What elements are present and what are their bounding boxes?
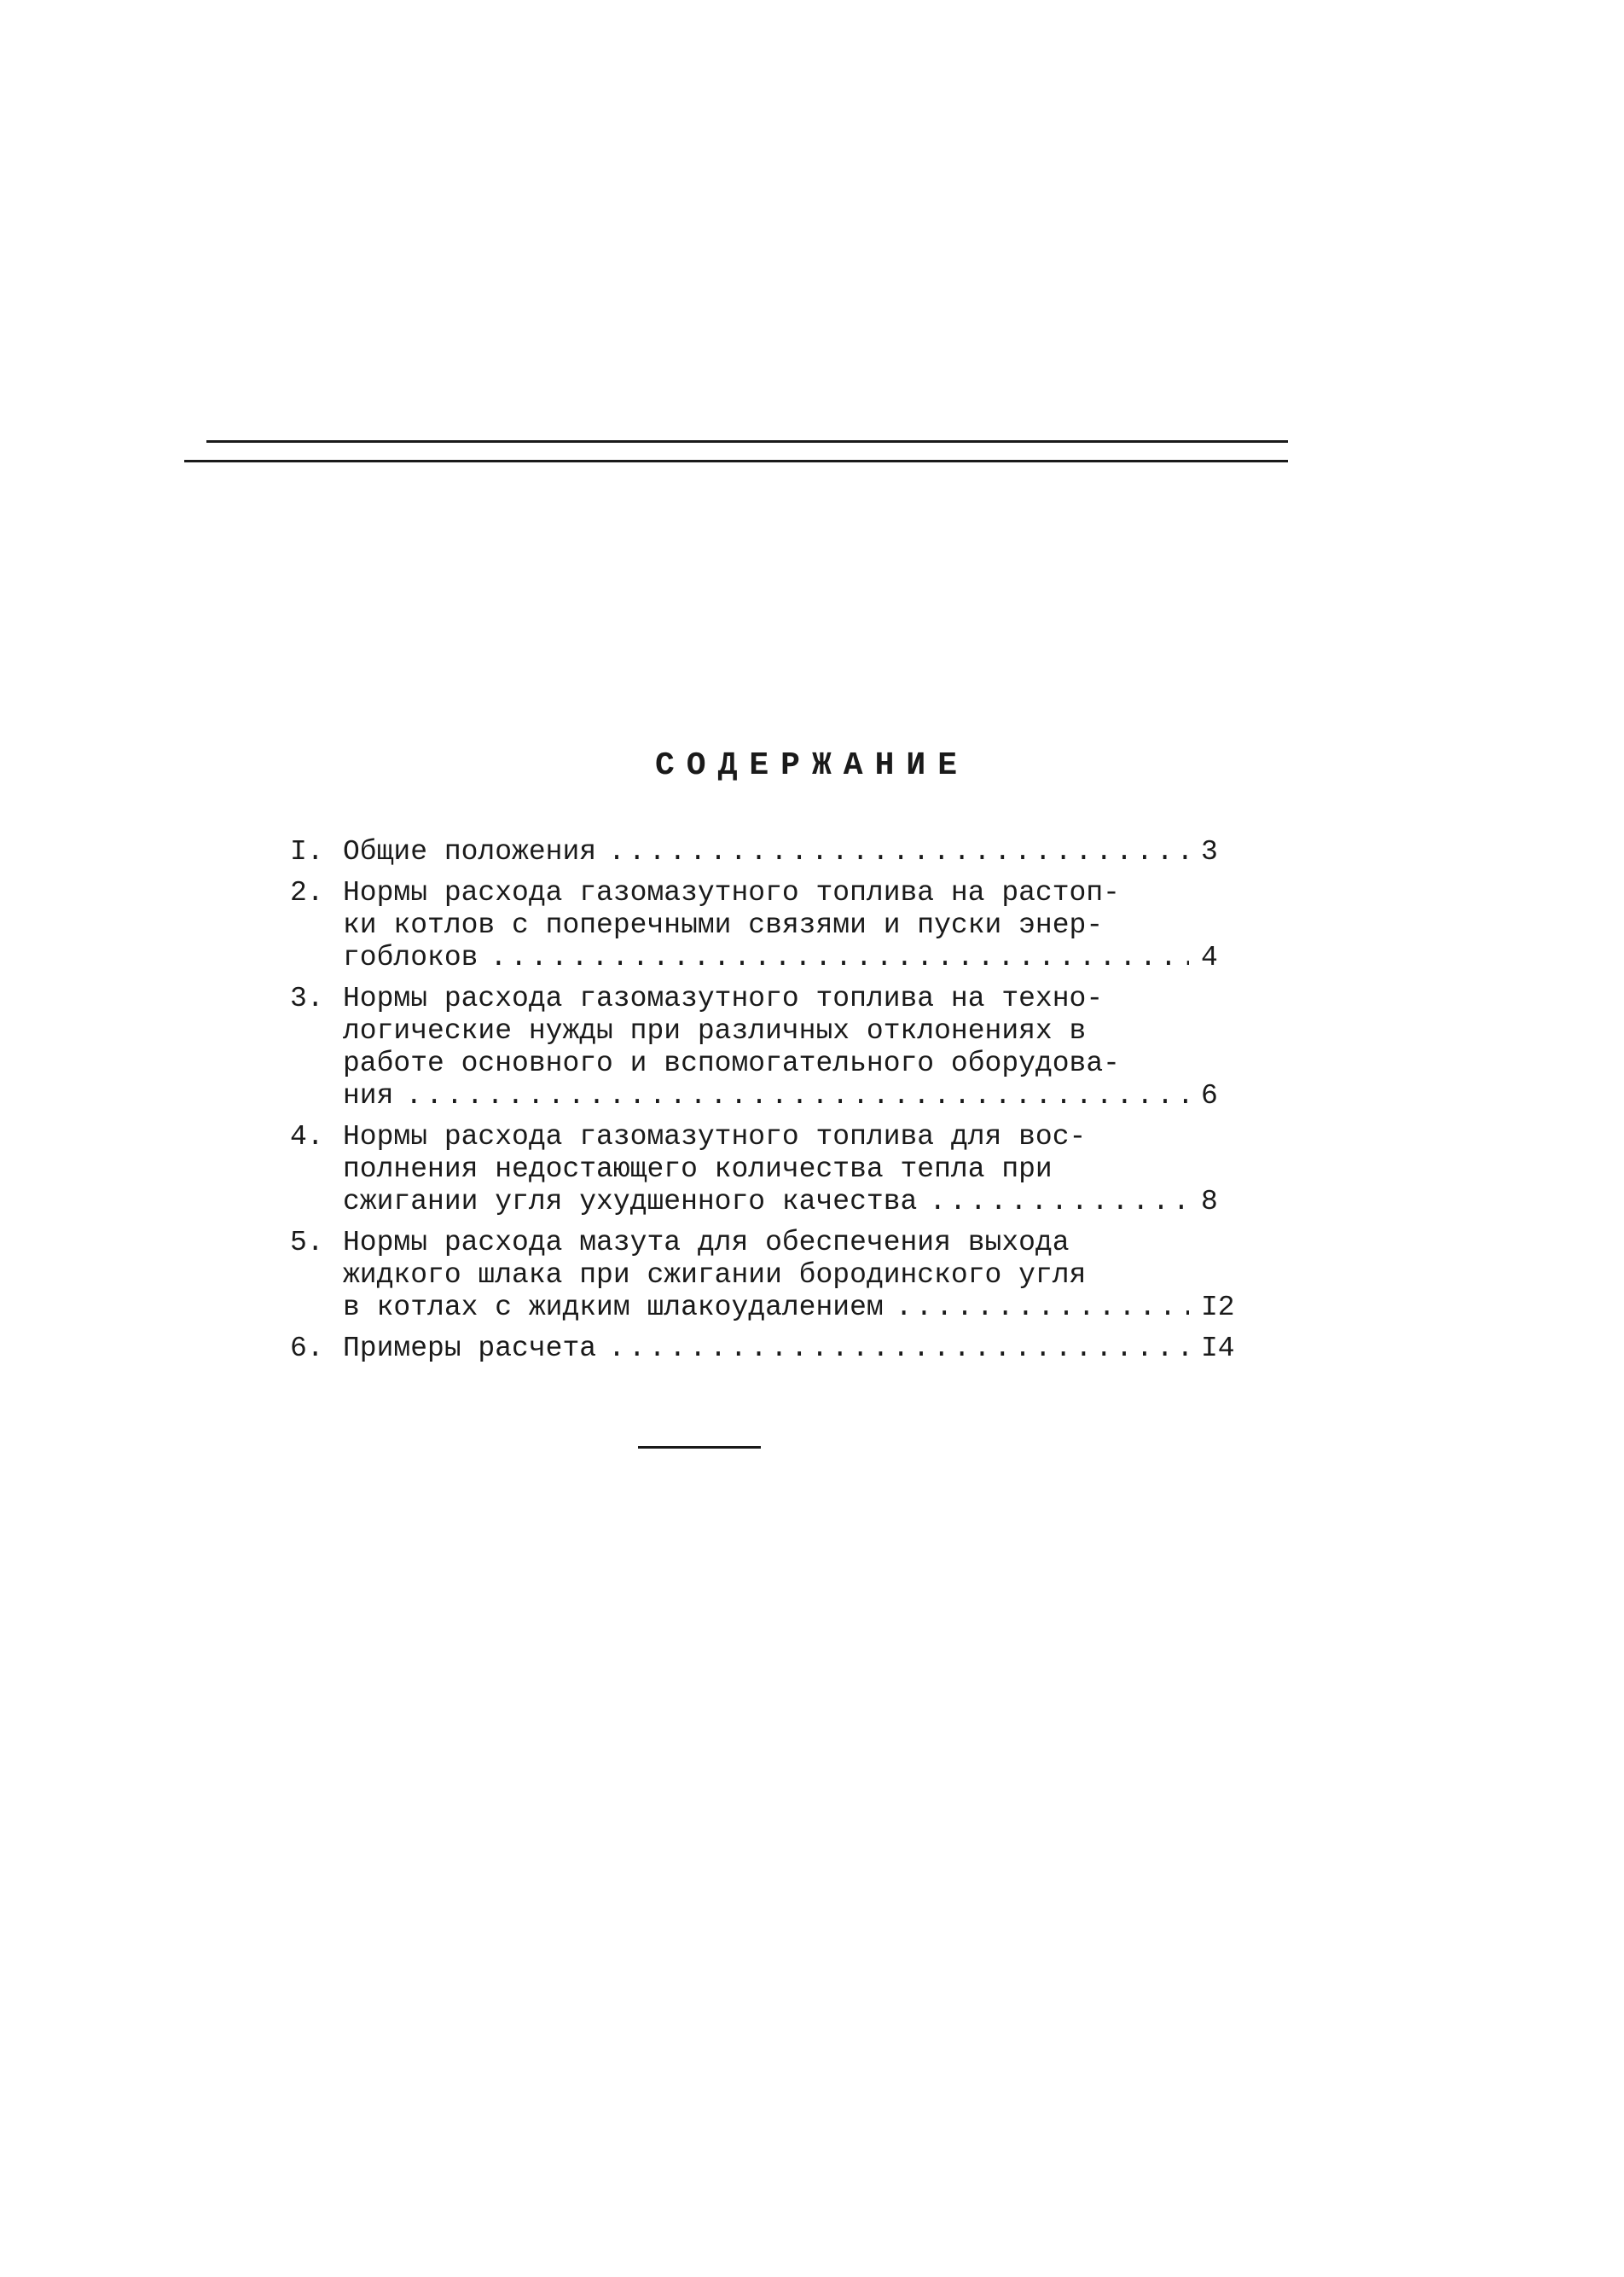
toc-entry	[290, 1121, 1237, 1218]
entry-last-line	[343, 1080, 1237, 1112]
entry-text: Примеры расчета	[343, 1333, 597, 1364]
entry-text: в котлах с жидким шлакоудалением	[343, 1292, 884, 1323]
toc-entry	[290, 983, 1237, 1112]
entry-last-line	[343, 1292, 1237, 1324]
entry-text-line: логические нужды при различных отклонениях в	[343, 1015, 1087, 1047]
entry-last-line	[343, 942, 1237, 974]
table-of-contents	[290, 836, 1237, 1374]
entry-text-line: жидкого шлака при сжигании бородинского угля	[343, 1259, 1087, 1291]
entry-page: 3	[1201, 836, 1218, 868]
entry-text: Общие положения	[343, 836, 597, 868]
entry-number: 3.	[290, 983, 324, 1014]
entry-text: гоблоков	[343, 942, 478, 973]
dot-leader	[490, 942, 1189, 974]
toc-entry	[290, 877, 1237, 974]
top-rule-lower	[184, 460, 1288, 462]
entry-page: 8	[1201, 1186, 1218, 1217]
entry-page: I4	[1201, 1333, 1235, 1364]
entry-text-line: Нормы расхода мазута для обеспечения выхода	[343, 1227, 1070, 1258]
toc-entry	[290, 1333, 1237, 1365]
page-title: СОДЕРЖАНИЕ	[654, 747, 970, 784]
entry-text-line: ки котлов с поперечными связями и пуски энер-	[343, 909, 1104, 941]
entry-text-line: работе основного и вспомогательного оборудова-	[343, 1048, 1120, 1079]
toc-entry	[290, 836, 1237, 868]
entry-page: 4	[1201, 942, 1218, 973]
entry-number: 2.	[290, 877, 324, 909]
entry-text-line: Нормы расхода газомазутного топлива на растоп-	[343, 877, 1120, 909]
dot-leader	[929, 1186, 1189, 1218]
entry-last-line	[343, 1186, 1237, 1218]
dot-leader	[896, 1292, 1189, 1324]
entry-number: I.	[290, 836, 324, 868]
entry-text-line: Нормы расхода газомазутного топлива для вос-	[343, 1121, 1087, 1153]
entry-page: 6	[1201, 1080, 1218, 1112]
entry-text-line: полнения недостающего количества тепла при	[343, 1153, 1053, 1185]
entry-number: 5.	[290, 1227, 324, 1258]
dot-leader	[405, 1080, 1189, 1112]
toc-entry	[290, 1227, 1237, 1324]
top-rule-upper	[206, 440, 1288, 443]
entry-number: 4.	[290, 1121, 324, 1153]
entry-text-line: Нормы расхода газомазутного топлива на техно-	[343, 983, 1104, 1014]
entry-text: ния	[343, 1080, 394, 1112]
closing-rule	[638, 1446, 761, 1449]
entry-number: 6.	[290, 1333, 324, 1364]
entry-text: сжигании угля ухудшенного качества	[343, 1186, 918, 1217]
dot-leader	[608, 836, 1189, 868]
dot-leader	[608, 1333, 1189, 1365]
entry-last-line	[343, 836, 1237, 868]
entry-page: I2	[1201, 1292, 1235, 1323]
entry-last-line	[343, 1333, 1237, 1365]
